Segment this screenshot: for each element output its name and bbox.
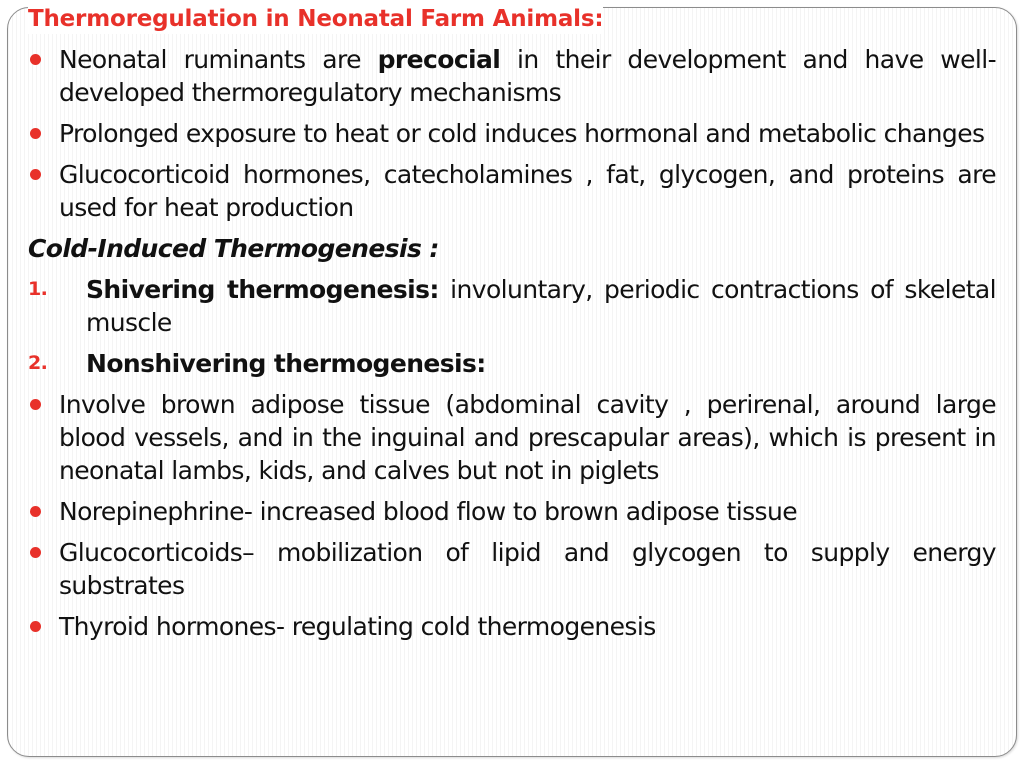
bullet-text: Prolonged exposure to heat or cold induces hormonal and metabolic changes xyxy=(59,119,985,148)
bullet-text: Glucocorticoids– mobilization of lipid and glycogen to supply energy substrates xyxy=(59,538,996,600)
list-number: 2. xyxy=(28,352,48,374)
bullet-text-post: in their development and have well-developed thermoregulatory mechanisms xyxy=(59,45,996,107)
numbered-item-nonshivering xyxy=(28,347,996,380)
list-number: 1. xyxy=(28,278,48,300)
numbered-item-heading: Nonshivering thermogenesis: xyxy=(86,349,486,378)
bullet-item-precocial xyxy=(28,43,996,109)
bullet-text: Glucocorticoid hormones, catecholamines , fat, glycogen, and proteins are used for heat production xyxy=(59,160,996,222)
numbered-item-heading: Shivering thermogenesis: xyxy=(86,275,439,304)
round-bullet-icon xyxy=(30,169,41,180)
bullet-text-bold: precocial xyxy=(377,45,501,74)
bullet-text: Involve brown adipose tissue (abdominal cavity , perirenal, around large blood vessels, and in the inguinal and prescapular areas), which is present in neonatal lambs, kids, and calves but not in piglets xyxy=(59,390,996,485)
bullet-item-glucocorticoid-hormones xyxy=(28,158,996,224)
bullet-text: Thyroid hormones- regulating cold thermogenesis xyxy=(59,612,656,641)
slide-content xyxy=(28,43,996,651)
bullet-item-norepinephrine xyxy=(28,495,996,528)
bullet-item-thyroid-hormones xyxy=(28,610,996,643)
section-heading-cold-thermogenesis: Cold-Induced Thermogenesis : xyxy=(28,234,439,263)
round-bullet-icon xyxy=(30,621,41,632)
bullet-item-glucocorticoids xyxy=(28,536,996,602)
slide-title: Thermoregulation in Neonatal Farm Animals: xyxy=(28,6,604,32)
bullet-text-pre: Neonatal ruminants are xyxy=(59,45,378,74)
round-bullet-icon xyxy=(30,547,41,558)
bullet-text: Norepinephrine- increased blood flow to brown adipose tissue xyxy=(59,497,797,526)
round-bullet-icon xyxy=(30,54,41,65)
round-bullet-icon xyxy=(30,506,41,517)
bullet-item-prolonged-exposure xyxy=(28,117,996,150)
numbered-item-shivering xyxy=(28,273,996,339)
numbered-item-text: involuntary, periodic contractions of skeletal muscle xyxy=(86,275,996,337)
bullet-item-brown-adipose xyxy=(28,388,996,487)
round-bullet-icon xyxy=(30,128,41,139)
round-bullet-icon xyxy=(30,399,41,410)
